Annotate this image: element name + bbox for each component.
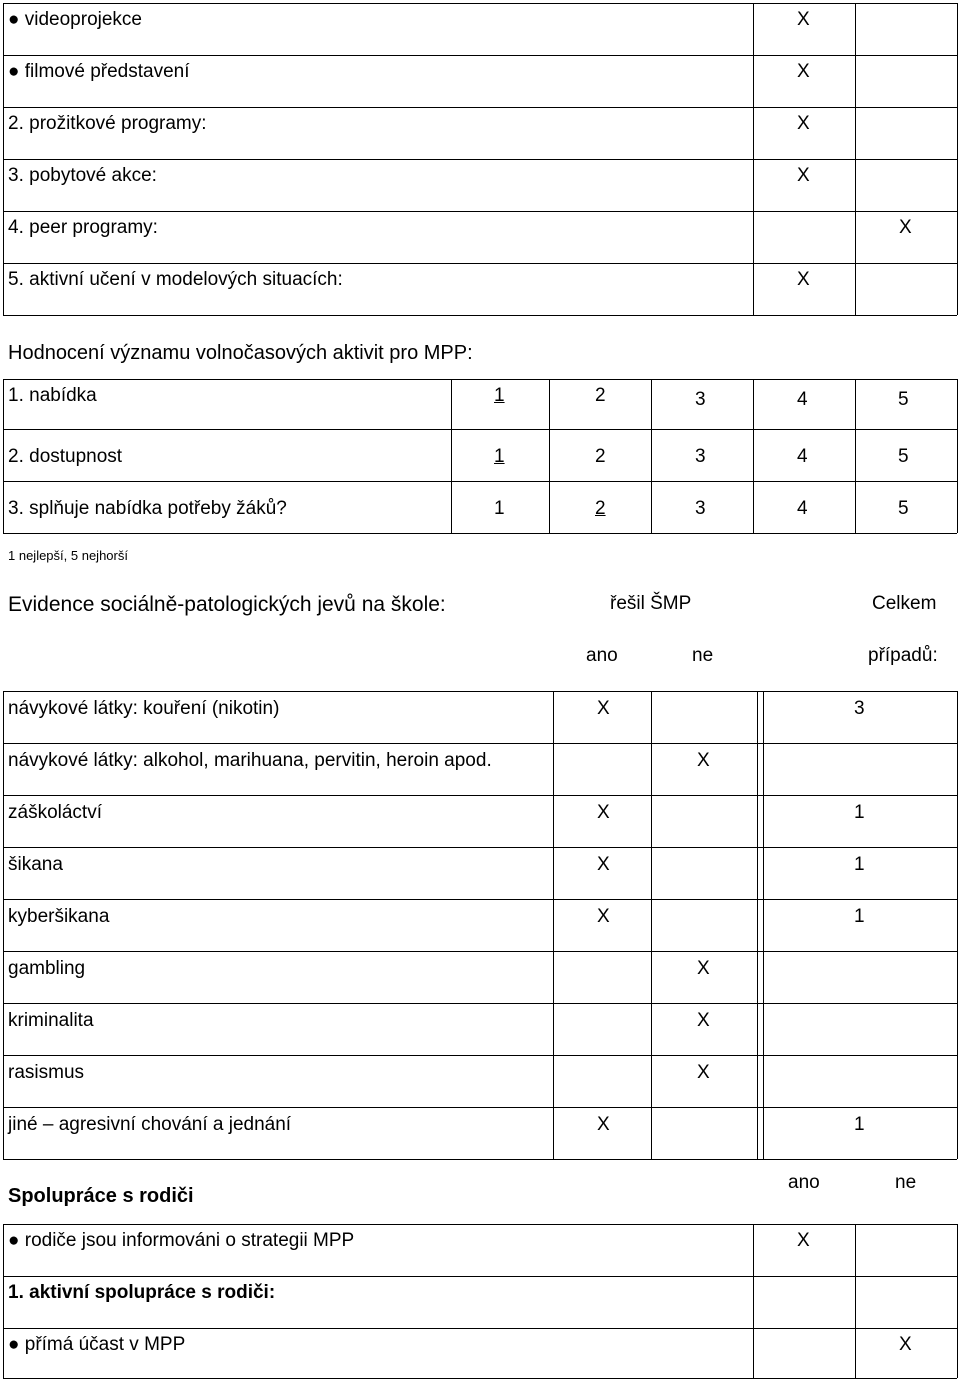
leisure-row-label: 3. splňuje nabídka potřeby žáků? [8, 498, 287, 519]
pathology-row-no: X [697, 958, 710, 979]
pathology-row-yes: X [597, 698, 610, 719]
activity-label: ● videoprojekce [8, 9, 142, 30]
pathology-row-total: 1 [854, 802, 865, 823]
leisure-scale-value: 1 [494, 385, 505, 406]
activity-mark: X [797, 9, 810, 30]
parents-row-label: ● rodiče jsou informováni o strategii MPP [8, 1230, 355, 1251]
activity-label: 5. aktivní učení v modelových situacích: [8, 269, 343, 290]
pathology-col-total: Celkem [872, 593, 937, 614]
leisure-scale-value: 2 [595, 498, 606, 519]
pathology-row-total: 1 [854, 1114, 865, 1135]
activity-label: 2. prožitkové programy: [8, 113, 207, 134]
leisure-scale-value: 4 [797, 498, 808, 519]
pathology-row-label: šikana [8, 854, 63, 875]
pathology-col-yes: ano [586, 645, 618, 666]
pathology-col-total: případů: [868, 645, 938, 666]
activity-mark: X [797, 269, 810, 290]
leisure-scale-value: 2 [595, 385, 606, 406]
pathology-row-label: záškoláctví [8, 802, 102, 823]
pathology-row-label: kriminalita [8, 1010, 94, 1031]
parents-row-no: X [899, 1334, 912, 1355]
leisure-scale-value: 3 [695, 498, 706, 519]
leisure-scale-value: 3 [695, 446, 706, 467]
pathology-row-total: 1 [854, 906, 865, 927]
pathology-col-no: ne [692, 645, 714, 666]
pathology-row-total: 3 [854, 698, 865, 719]
leisure-scale-value: 4 [797, 446, 808, 467]
parents-title: Spolupráce s rodiči [8, 1185, 194, 1207]
activity-mark: X [797, 113, 810, 134]
pathology-row-label: rasismus [8, 1062, 85, 1083]
pathology-row-no: X [697, 1010, 710, 1031]
parents-col-yes: ano [788, 1172, 820, 1193]
pathology-row-label: návykové látky: alkohol, marihuana, pervitin, heroin apod. [8, 750, 492, 771]
leisure-scale-value: 2 [595, 446, 606, 467]
leisure-scale-value: 5 [898, 389, 909, 410]
pathology-row-label: návykové látky: kouření (nikotin) [8, 698, 280, 719]
leisure-title: Hodnocení významu volnočasových aktivit pro MPP: [8, 342, 473, 364]
leisure-scale-value: 1 [494, 498, 505, 519]
activity-label: 4. peer programy: [8, 217, 158, 238]
parents-row-yes: X [797, 1230, 810, 1251]
leisure-row-label: 2. dostupnost [8, 446, 123, 467]
pathology-row-no: X [697, 1062, 710, 1083]
leisure-scale-note: 1 nejlepší, 5 nejhorší [8, 548, 128, 563]
activity-mark: X [899, 217, 912, 238]
activity-mark: X [797, 61, 810, 82]
pathology-row-yes: X [597, 802, 610, 823]
pathology-title: Evidence sociálně-patologických jevů na škole: [8, 593, 446, 616]
pathology-row-yes: X [597, 854, 610, 875]
parents-col-no: ne [895, 1172, 917, 1193]
leisure-row-label: 1. nabídka [8, 385, 97, 406]
parents-row-label: ● přímá účast v MPP [8, 1334, 186, 1355]
leisure-scale-value: 1 [494, 446, 505, 467]
pathology-col-resolved: řešil ŠMP [610, 593, 692, 614]
activity-label: 3. pobytové akce: [8, 165, 157, 186]
pathology-row-label: jiné – agresivní chování a jednání [8, 1114, 292, 1135]
pathology-row-label: kyberšikana [8, 906, 110, 927]
leisure-scale-value: 4 [797, 389, 808, 410]
pathology-row-yes: X [597, 1114, 610, 1135]
leisure-scale-value: 5 [898, 498, 909, 519]
pathology-row-yes: X [597, 906, 610, 927]
pathology-row-no: X [697, 750, 710, 771]
pathology-row-total: 1 [854, 854, 865, 875]
leisure-scale-value: 5 [898, 446, 909, 467]
activity-mark: X [797, 165, 810, 186]
activity-label: ● filmové představení [8, 61, 190, 82]
pathology-row-label: gambling [8, 958, 86, 979]
leisure-scale-value: 3 [695, 389, 706, 410]
parents-row-label: 1. aktivní spolupráce s rodiči: [8, 1282, 276, 1303]
